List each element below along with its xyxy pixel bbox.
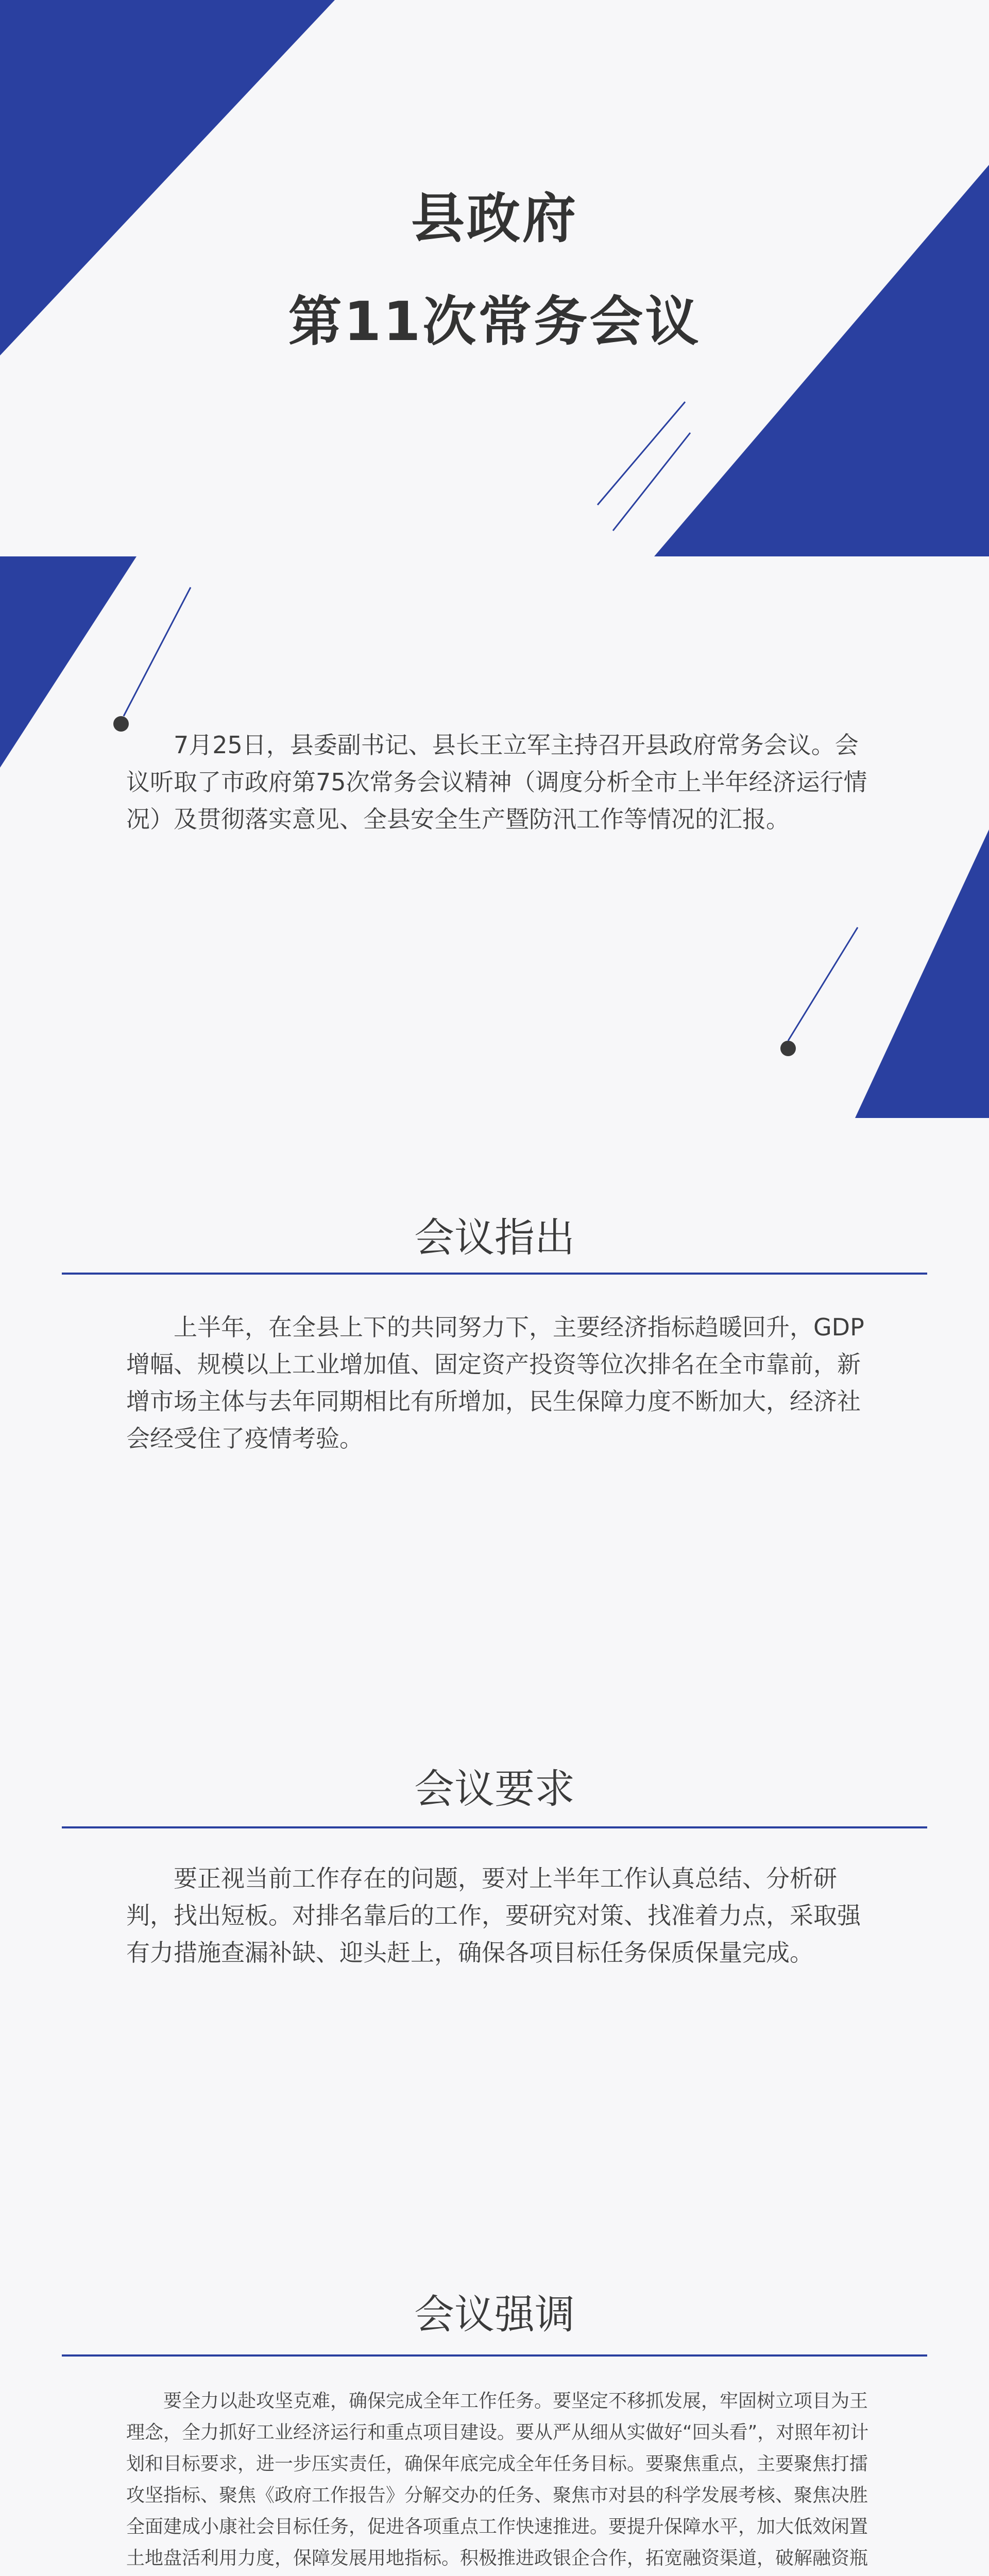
section-body: 要全力以赴攻坚克难，确保完成全年工作任务。要坚定不移抓发展，牢固树立项目为王理念，全力抓好工业经济运行和重点项目建设。要从严从细从实做好“回头看”，对照年初计划和目标要求，进一步压实责任，确保年底完成全年任务目标。要聚焦重点，主要聚焦打擂攻坚指标、聚焦《政府工作报告》分解交办的任务、聚焦市对县的科学发展考核、聚焦决胜全面建成小康社会目标任务，促进各项重点工作快速推进。要提升保障水平，加大低效闲置土地盘活利用力度，保障发展用地指标。积极推进政银企合作，拓宽融资渠道，破解融资瓶 bbox=[126, 2391, 869, 2569]
section-heading: 会议强调 bbox=[414, 2292, 575, 2338]
diagonal-lines-top bbox=[592, 392, 695, 546]
diagonal-line-left bbox=[113, 582, 196, 726]
page-title-line1: 县政府 bbox=[411, 187, 578, 250]
section-body: 上半年，在全县上下的共同努力下，主要经济指标趋暖回升，GDP增幅、规模以上工业增加值、固定资产投资等位次排名在全市靠前，新增市场主体与去年同期相比有所增加，民生保障力度不断加大，经济社会经受住了疫情考验。 bbox=[126, 1313, 864, 1452]
section-divider bbox=[62, 1273, 927, 1275]
diagonal-line-right bbox=[773, 922, 865, 1056]
right-triangle-1 bbox=[855, 829, 989, 1118]
section-divider bbox=[62, 2354, 927, 2357]
section-body: 要正视当前工作存在的问题，要对上半年工作认真总结、分析研判，找出短板。对排名靠后的工作，要研究对策、找准着力点，采取强有力措施查漏补缺、迎头赶上，确保各项目标任务保质保量完成。 bbox=[126, 1865, 861, 1967]
section-divider bbox=[62, 1826, 927, 1828]
intro-paragraph: 7月25日，县委副书记、县长王立军主持召开县政府常务会议。会议听取了市政府第75次常务会议精神（调度分析全市上半年经济运行情况）及贯彻落实意见、全县安全生产暨防汛工作等情况的汇报。 bbox=[126, 731, 867, 833]
section-heading: 会议要求 bbox=[414, 1766, 575, 1812]
dot-decoration bbox=[780, 1041, 796, 1056]
page-title-line2: 第11次常务会议 bbox=[288, 290, 701, 353]
section-heading: 会议指出 bbox=[414, 1215, 575, 1261]
